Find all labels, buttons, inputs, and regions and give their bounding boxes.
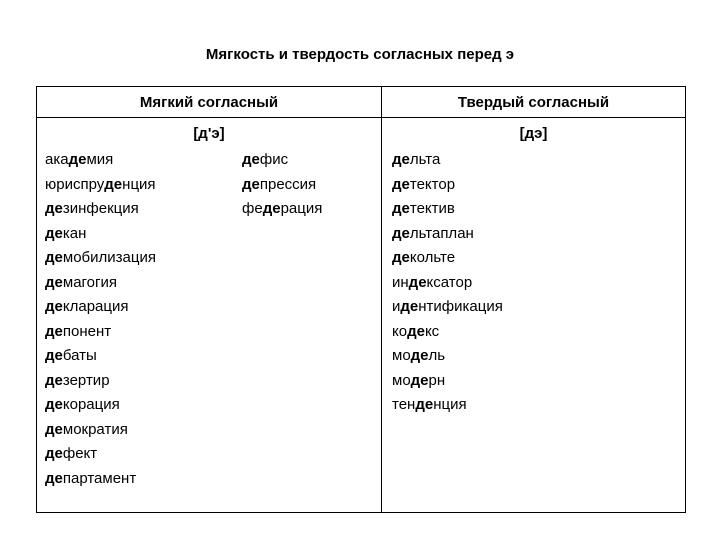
word-suffix: ль bbox=[428, 347, 446, 364]
word-item bbox=[45, 369, 156, 394]
word-item bbox=[45, 418, 156, 443]
table-header-row bbox=[37, 87, 685, 118]
word-item bbox=[45, 173, 156, 198]
word-highlight: де bbox=[410, 371, 429, 389]
word-item bbox=[45, 271, 156, 296]
word-highlight: де bbox=[45, 469, 63, 487]
word-highlight: де bbox=[242, 175, 260, 193]
hard-consonant-header: Твердый согласный bbox=[457, 94, 610, 111]
word-prefix: и bbox=[392, 298, 401, 315]
word-highlight: де bbox=[45, 224, 63, 242]
word-item bbox=[392, 271, 503, 296]
word-item bbox=[45, 442, 156, 467]
word-highlight: де bbox=[45, 273, 63, 291]
page-title: Мягкость и твердость согласных перед э bbox=[205, 46, 515, 63]
word-suffix: корация bbox=[62, 396, 120, 413]
word-suffix: прессия bbox=[259, 175, 317, 193]
hard-words-list bbox=[392, 148, 503, 418]
word-suffix: мия bbox=[86, 151, 114, 168]
hard-sound-label: [дэ] bbox=[519, 125, 548, 142]
word-highlight: де bbox=[415, 396, 434, 413]
word-item bbox=[242, 173, 322, 198]
word-highlight: де bbox=[45, 298, 63, 315]
word-suffix: магогия bbox=[62, 273, 117, 291]
word-suffix: ксатор bbox=[426, 273, 473, 291]
word-suffix: кларация bbox=[62, 298, 129, 315]
consonant-table bbox=[36, 86, 686, 513]
word-suffix: нция bbox=[122, 175, 156, 193]
word-suffix: понент bbox=[62, 322, 112, 340]
word-highlight: де bbox=[45, 347, 63, 364]
soft-words-list-2 bbox=[242, 148, 322, 222]
word-item bbox=[45, 467, 156, 492]
word-highlight: де bbox=[68, 151, 87, 168]
word-suffix: зинфекция bbox=[62, 200, 139, 217]
word-item bbox=[392, 148, 503, 173]
word-suffix: зертир bbox=[62, 371, 110, 389]
word-prefix: ака bbox=[45, 151, 69, 168]
word-suffix: баты bbox=[62, 347, 97, 364]
soft-sound-label: [д'э] bbox=[193, 125, 225, 142]
word-highlight: де bbox=[45, 445, 63, 462]
word-suffix: рн bbox=[428, 371, 446, 389]
word-suffix: кан bbox=[62, 224, 87, 242]
word-highlight: де bbox=[392, 224, 410, 242]
word-highlight: де bbox=[392, 200, 410, 217]
word-prefix: тен bbox=[392, 396, 416, 413]
word-item bbox=[242, 197, 322, 222]
word-item bbox=[45, 320, 156, 345]
word-highlight: де bbox=[104, 175, 123, 193]
word-item bbox=[45, 222, 156, 247]
word-highlight: де bbox=[45, 371, 63, 389]
word-highlight: де bbox=[400, 298, 419, 315]
word-highlight: де bbox=[45, 200, 63, 217]
word-suffix: льтаплан bbox=[409, 224, 474, 242]
word-suffix: рация bbox=[280, 200, 323, 217]
word-item bbox=[45, 344, 156, 369]
word-prefix: мо bbox=[392, 371, 411, 389]
word-suffix: льта bbox=[409, 151, 441, 168]
word-suffix: нтификация bbox=[418, 298, 503, 315]
word-prefix: фе bbox=[242, 200, 263, 217]
word-highlight: де bbox=[45, 322, 63, 340]
word-suffix: фис bbox=[259, 151, 289, 168]
soft-consonant-header: Мягкий согласный bbox=[139, 94, 279, 111]
word-item bbox=[392, 320, 503, 345]
soft-words-list-1 bbox=[45, 148, 156, 491]
word-prefix: ин bbox=[392, 273, 409, 291]
word-item bbox=[392, 369, 503, 394]
word-suffix: мобилизация bbox=[62, 249, 156, 266]
word-suffix: кс bbox=[424, 322, 440, 340]
word-highlight: де bbox=[392, 249, 410, 266]
word-item bbox=[242, 148, 322, 173]
column-divider bbox=[381, 87, 382, 512]
word-item bbox=[45, 197, 156, 222]
word-highlight: де bbox=[392, 175, 410, 193]
word-prefix: мо bbox=[392, 347, 411, 364]
word-suffix: нция bbox=[433, 396, 467, 413]
word-item bbox=[45, 148, 156, 173]
word-item bbox=[45, 393, 156, 418]
word-item bbox=[392, 344, 503, 369]
word-item bbox=[392, 222, 503, 247]
word-item bbox=[45, 295, 156, 320]
word-highlight: де bbox=[45, 420, 63, 438]
word-highlight: де bbox=[242, 151, 260, 168]
word-suffix: партамент bbox=[62, 469, 137, 487]
word-item bbox=[45, 246, 156, 271]
word-suffix: фект bbox=[62, 445, 98, 462]
word-prefix: ко bbox=[392, 322, 408, 340]
word-highlight: де bbox=[407, 322, 425, 340]
word-item bbox=[392, 295, 503, 320]
word-suffix: тектив bbox=[409, 200, 455, 217]
word-highlight: де bbox=[45, 249, 63, 266]
word-highlight: де bbox=[262, 200, 281, 217]
word-item bbox=[392, 197, 503, 222]
word-prefix: юриспру bbox=[45, 175, 105, 193]
word-highlight: де bbox=[45, 396, 63, 413]
word-suffix: мократия bbox=[62, 420, 128, 438]
word-highlight: де bbox=[392, 151, 410, 168]
word-highlight: де bbox=[410, 347, 429, 364]
word-highlight: де bbox=[408, 273, 427, 291]
word-item bbox=[392, 173, 503, 198]
word-item bbox=[392, 246, 503, 271]
word-suffix: тектор bbox=[409, 175, 456, 193]
word-suffix: кольте bbox=[409, 249, 456, 266]
word-item bbox=[392, 393, 503, 418]
